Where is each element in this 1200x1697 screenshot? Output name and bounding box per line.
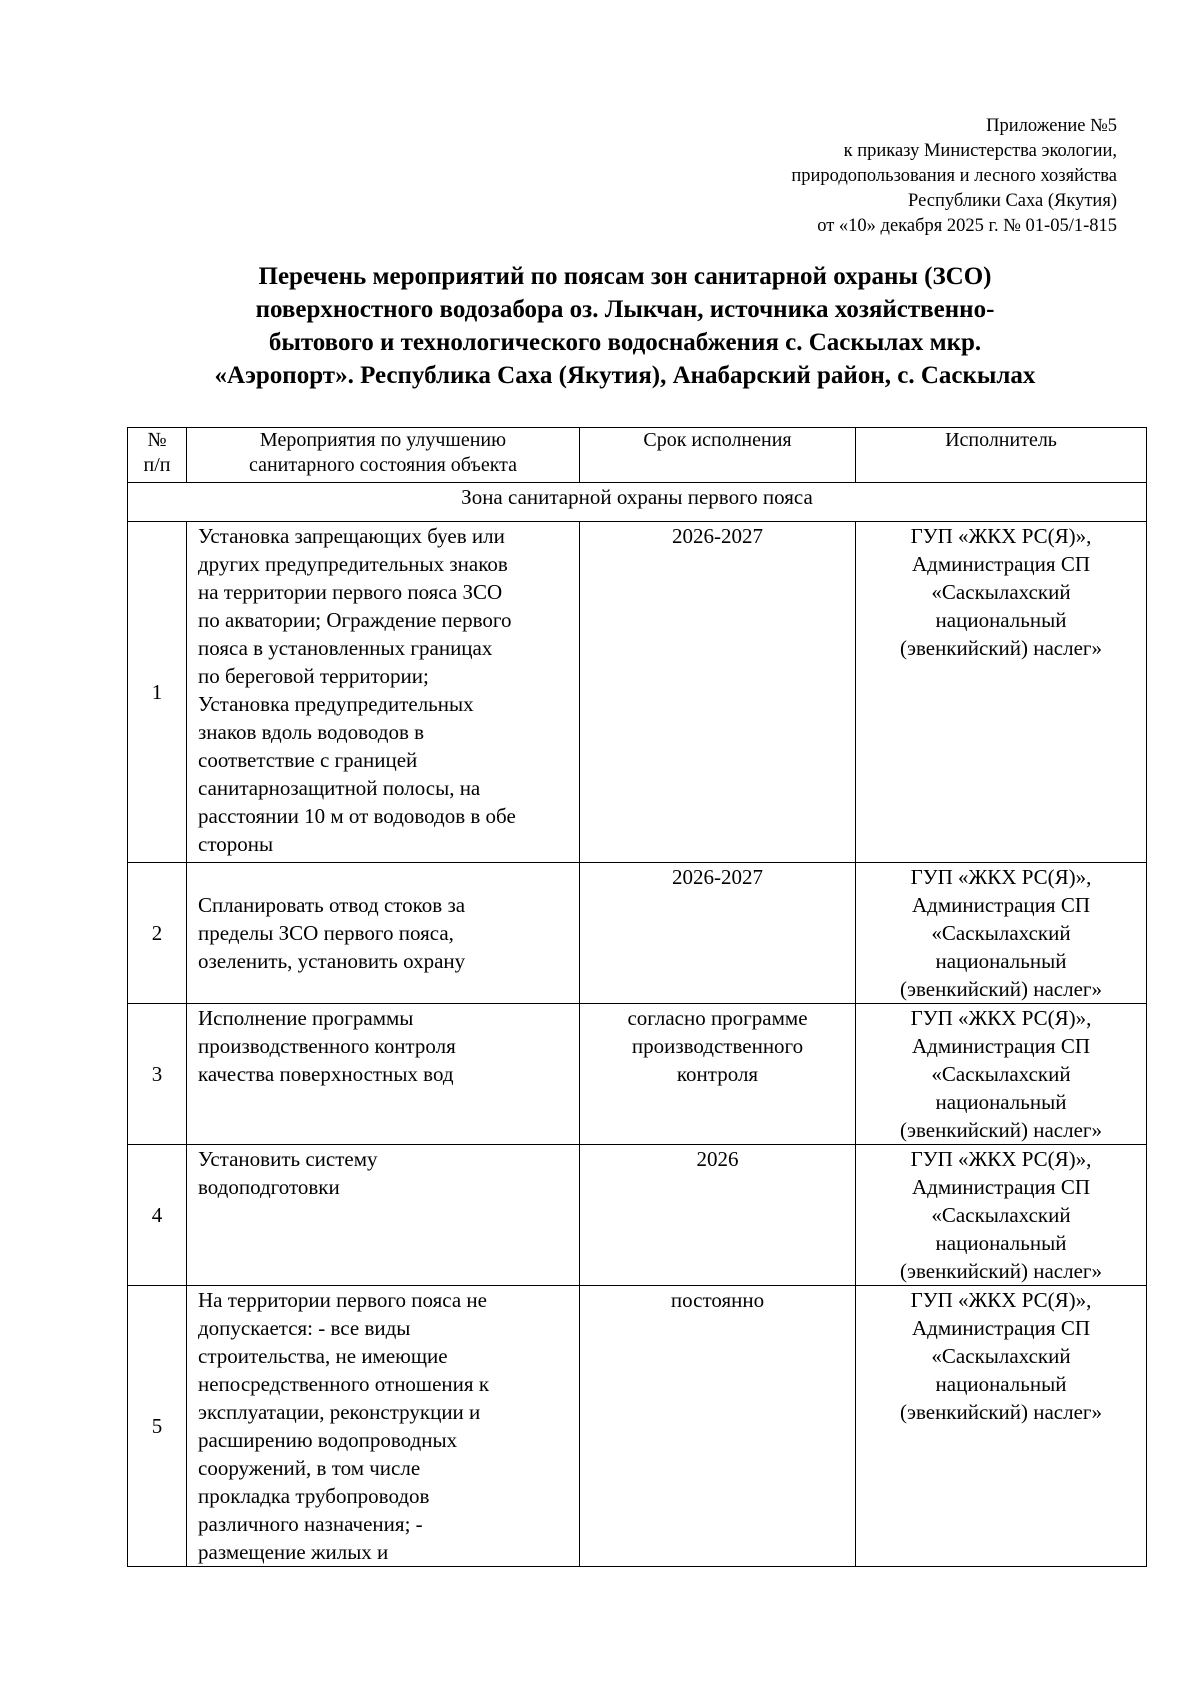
row-number: 4	[128, 1145, 187, 1286]
appendix-note	[517, 114, 1117, 239]
zone-row	[128, 483, 1147, 522]
table-row	[128, 522, 1147, 863]
row-number: 5	[128, 1286, 187, 1567]
measures-table	[127, 427, 1147, 1567]
title-line: поверхностного водозабора оз. Лыкчан, источника хозяйственно-	[255, 296, 995, 323]
title-line: бытового и технологического водоснабжения с. Саскылах мкр.	[268, 329, 982, 356]
row-measure: Установить систему водоподготовки	[187, 1145, 580, 1286]
appendix-line: от «10» декабря 2025 г. № 01-05/1-815	[817, 216, 1117, 236]
header-number: № п/п	[128, 428, 187, 483]
row-deadline: согласно программе производственного контроля	[580, 1004, 856, 1145]
row-deadline: постоянно	[580, 1286, 856, 1567]
document-title	[130, 260, 1120, 392]
row-executor: ГУП «ЖКХ РС(Я)», Администрация СП «Саскылахский национальный (эвенкийский) наслег»	[856, 1004, 1147, 1145]
appendix-line: природопользования и лесного хозяйства	[791, 166, 1117, 186]
zone-title: Зона санитарной охраны первого пояса	[128, 483, 1147, 522]
row-measure: На территории первого пояса не допускается: - все виды строительства, не имеющие непосредственного отношения к эксплуатации, реконструкции и расширению водопроводных сооружений, в том числе прокладка трубопроводов различного назначения; - размещение жилых и	[187, 1286, 580, 1567]
table-row	[128, 1004, 1147, 1145]
row-number: 3	[128, 1004, 187, 1145]
title-line: Перечень мероприятий по поясам зон санитарной охраны (ЗСО)	[258, 263, 992, 290]
header-executor: Исполнитель	[856, 428, 1147, 483]
table-row	[128, 1145, 1147, 1286]
appendix-line: Приложение №5	[986, 116, 1117, 136]
header-measure: Мероприятия по улучшению санитарного состояния объекта	[187, 428, 580, 483]
row-deadline: 2026	[580, 1145, 856, 1286]
title-line: «Аэропорт». Республика Саха (Якутия), Анабарский район, с. Саскылах	[214, 362, 1036, 389]
appendix-line: Республики Саха (Якутия)	[908, 191, 1117, 211]
table-row	[128, 863, 1147, 1004]
row-executor: ГУП «ЖКХ РС(Я)», Администрация СП «Саскылахский национальный (эвенкийский) наслег»	[856, 863, 1147, 1004]
row-number: 1	[128, 522, 187, 863]
row-deadline: 2026-2027	[580, 863, 856, 1004]
row-measure: Установка запрещающих буев или других предупредительных знаков на территории первого пояса ЗСО по акватории; Ограждение первого пояса в установленных границах по береговой территории; Установка предупредительных знаков вдоль водоводов в соответствие с границей санитарнозащитной полосы, на расстоянии 10 м от водоводов в обе стороны	[187, 522, 580, 863]
row-executor: ГУП «ЖКХ РС(Я)», Администрация СП «Саскылахский национальный (эвенкийский) наслег»	[856, 1145, 1147, 1286]
row-measure: Исполнение программы производственного контроля качества поверхностных вод	[187, 1004, 580, 1145]
header-deadline: Срок исполнения	[580, 428, 856, 483]
table-row	[128, 1286, 1147, 1567]
appendix-line: к приказу Министерства экологии,	[843, 141, 1117, 161]
row-measure: Спланировать отвод стоков за пределы ЗСО первого пояса, озеленить, установить охрану	[187, 863, 580, 1004]
table-header-row	[128, 428, 1147, 483]
row-executor: ГУП «ЖКХ РС(Я)», Администрация СП «Саскылахский национальный (эвенкийский) наслег»	[856, 522, 1147, 863]
row-number: 2	[128, 863, 187, 1004]
row-deadline: 2026-2027	[580, 522, 856, 863]
row-executor: ГУП «ЖКХ РС(Я)», Администрация СП «Саскылахский национальный (эвенкийский) наслег»	[856, 1286, 1147, 1567]
